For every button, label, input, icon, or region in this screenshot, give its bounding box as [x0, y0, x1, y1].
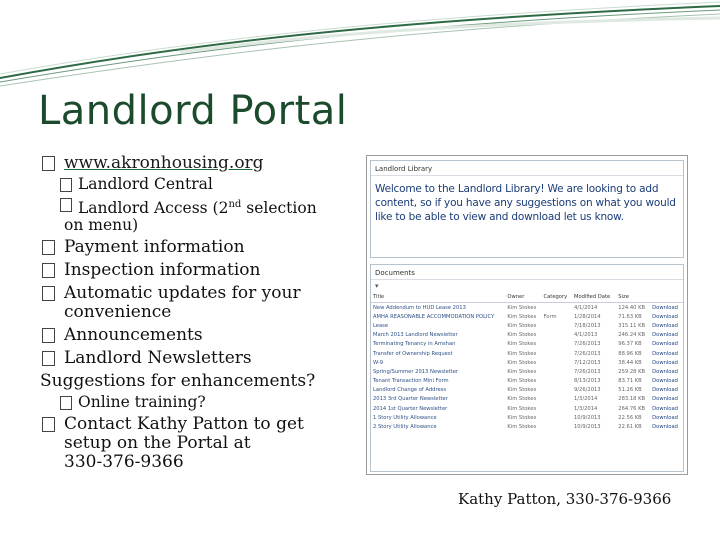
payment-text: Payment information — [64, 237, 245, 258]
bullet-online-training — [40, 394, 350, 411]
inspection-text: Inspection information — [64, 260, 261, 281]
bullet-inspection — [40, 261, 350, 280]
doc-size: 38.44 KB — [618, 359, 642, 366]
doc-title[interactable]: 2 Story Utility Allowance — [373, 424, 437, 431]
documents-table — [371, 292, 683, 432]
bullet-updates — [40, 284, 350, 322]
doc-category — [541, 367, 572, 376]
table-row[interactable] — [371, 340, 683, 349]
doc-category — [541, 340, 572, 349]
download-link[interactable]: Download — [652, 424, 678, 431]
landlord-access-text-3: on menu) — [64, 216, 139, 235]
doc-category: Form — [543, 313, 557, 320]
download-link[interactable]: Download — [652, 304, 678, 311]
doc-owner: Kim Stokes — [507, 322, 537, 329]
doc-modified: 10/9/2013 — [574, 414, 601, 421]
table-row[interactable] — [371, 303, 683, 313]
doc-size: 259.28 KB — [618, 368, 646, 375]
doc-owner: Kim Stokes — [507, 424, 537, 431]
bullet-box-icon — [42, 328, 55, 343]
download-link[interactable]: Download — [652, 341, 678, 348]
welcome-message: Welcome to the Landlord Library! We are looking to add content, so if you have any suggestions on what you would like to be able to view and download let us know. — [375, 183, 676, 223]
doc-category — [541, 303, 572, 313]
table-row[interactable] — [371, 422, 683, 431]
download-link[interactable]: Download — [652, 350, 678, 357]
doc-owner: Kim Stokes — [507, 378, 537, 385]
online-training-text: Online training? — [78, 393, 206, 412]
download-link[interactable]: Download — [652, 322, 678, 329]
newsletters-text: Landlord Newsletters — [64, 348, 252, 369]
suggestions-line — [40, 372, 350, 391]
library-header: Landlord Library — [371, 161, 683, 176]
bullet-newsletters — [40, 349, 350, 368]
documents-panel — [370, 264, 684, 472]
slide-title: Landlord Portal — [38, 88, 348, 134]
download-link[interactable]: Download — [652, 414, 678, 421]
col-category[interactable]: Category — [541, 292, 572, 303]
doc-category — [541, 321, 572, 330]
table-row[interactable] — [371, 358, 683, 367]
bullet-contact — [40, 415, 350, 472]
bullet-box-icon — [42, 263, 55, 278]
bullet-box-icon — [42, 351, 55, 366]
doc-title[interactable]: March 2013 Landlord Newsletter — [373, 332, 458, 339]
doc-size: 83.71 KB — [618, 378, 642, 385]
table-row[interactable] — [371, 312, 683, 321]
doc-category — [541, 404, 572, 413]
doc-title[interactable]: AMHA REASONABLE ACCOMMODATION POLICY — [373, 313, 495, 320]
doc-modified: 7/26/2013 — [574, 350, 601, 357]
doc-modified: 7/12/2013 — [574, 359, 601, 366]
landlord-access-text-2: selection — [241, 199, 317, 218]
doc-modified: 9/26/2013 — [574, 387, 601, 394]
doc-size: 283.18 KB — [618, 396, 646, 403]
announcements-text: Announcements — [64, 325, 203, 346]
doc-title[interactable]: Terminating Tenancy in Amshan — [373, 341, 456, 348]
table-row[interactable] — [371, 367, 683, 376]
col-action — [650, 292, 683, 303]
footer-contact: Kathy Patton, 330-376-9366 — [458, 490, 672, 508]
download-link[interactable]: Download — [652, 313, 678, 320]
doc-owner: Kim Stokes — [507, 350, 537, 357]
doc-size: 51.26 KB — [618, 387, 642, 394]
doc-title[interactable]: Landlord Change of Address — [373, 387, 447, 394]
updates-text-2: convenience — [64, 302, 172, 323]
doc-size: 71.63 KB — [618, 313, 642, 320]
bullet-box-icon — [42, 156, 55, 171]
suggestions-text: Suggestions for enhancements? — [40, 371, 316, 392]
doc-owner: Kim Stokes — [507, 332, 537, 339]
doc-title[interactable]: 2014 1st Quarter Newsletter — [373, 405, 448, 412]
doc-size: 88.96 KB — [618, 350, 642, 357]
table-row[interactable] — [371, 349, 683, 358]
doc-title[interactable]: 1 Story Utility Allowance — [373, 414, 437, 421]
website-link[interactable]: www.akronhousing.org — [64, 153, 264, 173]
doc-size: 124.40 KB — [618, 304, 646, 311]
landlord-central-text: Landlord Central — [78, 175, 213, 193]
doc-size: 246.24 KB — [618, 332, 646, 339]
table-row[interactable] — [371, 386, 683, 395]
doc-owner: Kim Stokes — [507, 313, 537, 320]
doc-title[interactable]: W-9 — [373, 359, 384, 366]
doc-category — [541, 349, 572, 358]
bullet-announcements — [40, 326, 350, 345]
download-link[interactable]: Download — [652, 332, 678, 339]
table-row[interactable] — [371, 395, 683, 404]
doc-size: 264.76 KB — [618, 405, 646, 412]
bullet-box-icon — [60, 198, 72, 212]
doc-modified: 7/26/2013 — [574, 341, 601, 348]
table-row[interactable] — [371, 413, 683, 422]
doc-modified: 1/28/2014 — [574, 313, 601, 320]
bullet-box-icon — [42, 417, 55, 432]
bullet-website — [40, 154, 350, 173]
bullet-landlord-central — [40, 176, 350, 193]
doc-modified: 10/9/2013 — [574, 424, 601, 431]
contact-text-2: setup on the Portal at — [64, 433, 251, 454]
doc-owner: Kim Stokes — [507, 304, 537, 311]
doc-modified: 8/13/2013 — [574, 378, 601, 385]
doc-category — [541, 386, 572, 395]
portal-screenshot — [366, 155, 688, 475]
doc-size: 22.61 KB — [618, 424, 642, 431]
col-title[interactable]: Title — [371, 292, 505, 303]
table-row[interactable] — [371, 404, 683, 413]
doc-category — [541, 422, 572, 431]
doc-owner: Kim Stokes — [507, 341, 537, 348]
bullet-box-icon — [42, 240, 55, 255]
doc-owner: Kim Stokes — [507, 414, 537, 421]
doc-size: 315.11 KB — [618, 322, 646, 329]
download-link[interactable]: Download — [652, 368, 678, 375]
doc-owner: Kim Stokes — [507, 396, 537, 403]
col-owner[interactable]: Owner — [505, 292, 541, 303]
doc-category — [541, 413, 572, 422]
doc-owner: Kim Stokes — [507, 359, 537, 366]
download-link[interactable]: Download — [652, 405, 678, 412]
landlord-access-text: Landlord Access (2 — [78, 199, 229, 218]
doc-category — [541, 377, 572, 386]
updates-text: Automatic updates for your — [64, 283, 301, 304]
table-header-row — [371, 292, 683, 303]
bullet-box-icon — [60, 396, 72, 410]
library-panel — [370, 160, 684, 258]
table-row[interactable] — [371, 331, 683, 340]
landlord-access-sup: nd — [228, 199, 242, 210]
doc-modified: 7/18/2013 — [574, 322, 601, 329]
download-link[interactable]: Download — [652, 396, 678, 403]
download-link[interactable]: Download — [652, 359, 678, 366]
bullet-box-icon — [60, 178, 72, 192]
bullet-list — [40, 150, 350, 472]
contact-text: Contact Kathy Patton to get — [64, 414, 304, 435]
bullet-landlord-access — [40, 196, 350, 234]
col-size[interactable]: Size — [616, 292, 650, 303]
doc-category — [541, 331, 572, 340]
documents-table-body — [371, 303, 683, 432]
table-row[interactable] — [371, 321, 683, 330]
doc-title[interactable]: New Addendum to HUD Lease 2013 — [373, 304, 466, 311]
documents-header: Documents — [371, 265, 683, 280]
doc-modified: 7/26/2013 — [574, 368, 601, 375]
doc-category — [541, 395, 572, 404]
doc-modified: 1/3/2014 — [574, 396, 598, 403]
doc-title[interactable]: Transfer of Ownership Request — [373, 350, 453, 357]
header-swoosh — [0, 0, 720, 90]
doc-owner: Kim Stokes — [507, 387, 537, 394]
collapse-arrow-icon[interactable]: ▾ — [375, 282, 379, 290]
doc-size: 96.37 KB — [618, 341, 642, 348]
doc-title[interactable]: Tenant Transaction Mini Form — [373, 378, 449, 385]
table-row[interactable] — [371, 377, 683, 386]
doc-modified: 1/3/2014 — [574, 405, 598, 412]
download-link[interactable]: Download — [652, 387, 678, 394]
doc-category — [541, 358, 572, 367]
bullet-payment — [40, 238, 350, 257]
doc-modified: 4/1/2014 — [574, 304, 598, 311]
download-link[interactable]: Download — [652, 378, 678, 385]
doc-title[interactable]: Spring/Summer 2013 Newsletter — [373, 368, 459, 375]
contact-text-3: 330-376-9366 — [64, 452, 184, 473]
doc-owner: Kim Stokes — [507, 405, 537, 412]
col-modified[interactable]: Modified Date — [572, 292, 616, 303]
doc-owner: Kim Stokes — [507, 368, 537, 375]
doc-title[interactable]: 2013 3rd Quarter Newsletter — [373, 396, 448, 403]
doc-modified: 4/1/2013 — [574, 332, 598, 339]
doc-title[interactable]: Lease — [373, 322, 389, 329]
bullet-box-icon — [42, 286, 55, 301]
doc-size: 22.56 KB — [618, 414, 642, 421]
